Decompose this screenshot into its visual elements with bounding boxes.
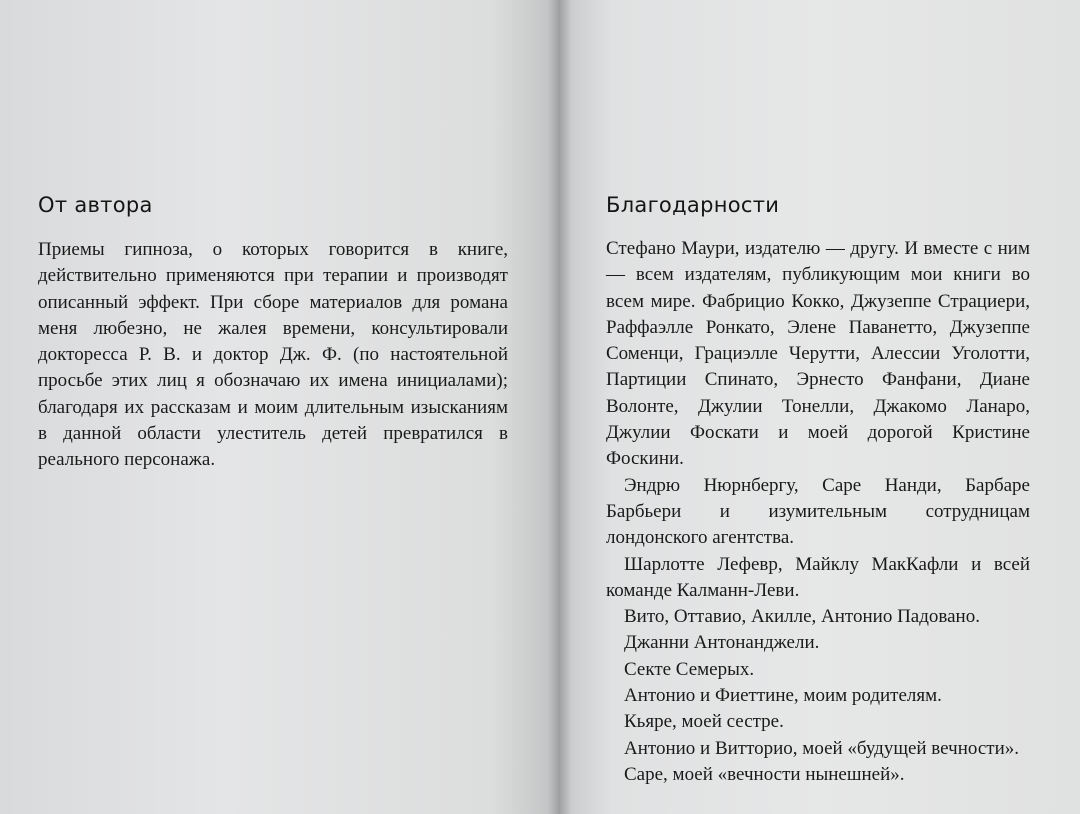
acknowledgement-paragraph: Джанни Антонанджели. (624, 632, 820, 654)
author-note-paragraph: Приемы гипноза, о которых говорится в книге, действительно применяются при терапии и производят описанный эффект. При сборе материалов для романа меня любезно, не жалея времени, консультировали доктоpесса Р. В. и доктор Дж. Ф. (по настоятельной просьбе этих лиц я обозначаю их имена инициалами); благодаря их рассказам и моим длительным изысканиям в данной области улеститель детей превратился в реального персонажа. (38, 239, 508, 471)
acknowledgement-paragraph: Саре, моей «вечности нынешней». (624, 763, 905, 785)
acknowledgement-paragraph: Шарлотте Лефевр, Майклу МакКафли и всей команде Калманн-Леви. (606, 553, 1030, 601)
acknowledgement-paragraph: Вито, Оттавио, Акилле, Антонио Падовано. (624, 606, 980, 628)
acknowledgement-paragraph: Эндрю Нюрнбергу, Саре Нанди, Барбаре Барбьери и изумительным сотрудницам лондонского агентства. (606, 474, 1030, 549)
acknowledgement-paragraph: Кьяре, моей сестре. (624, 711, 784, 733)
acknowledgements-body (606, 236, 1030, 788)
right-page (560, 0, 1080, 814)
author-note-body (38, 237, 508, 474)
acknowledgement-paragraph: Стефано Маури, издателю — другу. И вместе с ним — всем издателям, публикующим мои книги во всем мире. Фабрицио Кокко, Джузеппе Страциери, Раффаэлле Ронкато, Элене Паванетто, Джузеппе Соменци, Грациэлле Черутти, Алессии Уголотти, Партиции Спинато, Эрнесто Фанфани, Диане Волонте, Джулии Тонелли, Джакомо Ланаро, Джулии Фоскати и моей дорогой Кристине Фоскини. (606, 238, 1030, 470)
section-heading-acknowledgements: Благодарности (606, 193, 780, 217)
acknowledgement-paragraph: Антонио и Витторио, моей «будущей вечности». (624, 737, 1019, 759)
acknowledgement-paragraph: Антонио и Фиеттине, моим родителям. (624, 685, 942, 707)
acknowledgement-paragraph: Секте Семерых. (624, 658, 755, 680)
section-heading-author-note: От автора (38, 193, 153, 217)
